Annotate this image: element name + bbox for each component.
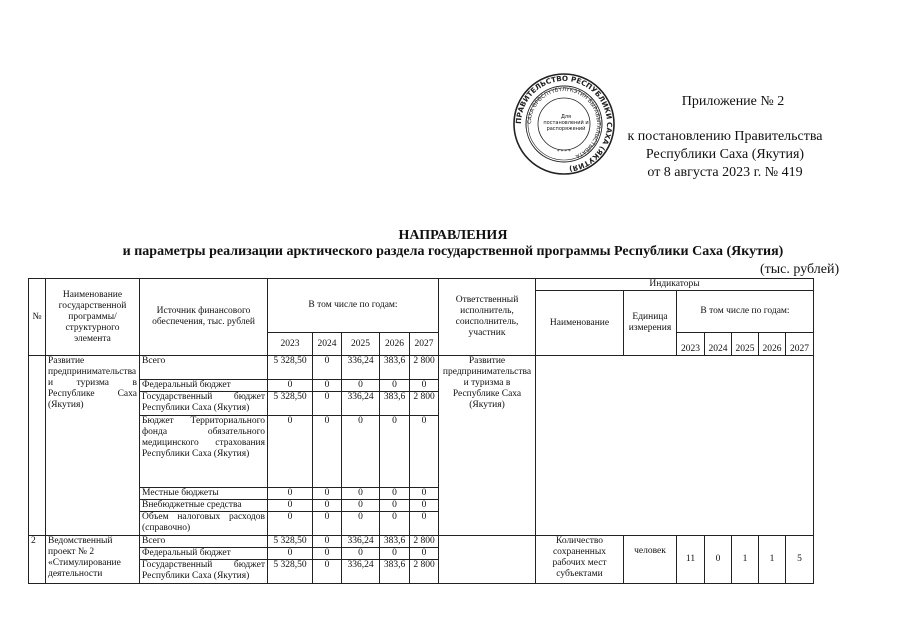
value-cell: 2 800 [410,356,439,380]
value-cell: 383,6 [380,392,410,416]
source-cell: Федеральный бюджет [140,380,268,392]
value-cell: 0 [410,488,439,500]
col-year: 2023 [268,333,313,356]
value-cell: 336,24 [342,560,380,584]
svg-text:постановлений и: постановлений и [543,120,589,126]
value-cell: 0 [313,488,342,500]
value-cell: 0 [410,416,439,488]
col-indicator-year: 2023 [677,333,705,356]
value-cell: 336,24 [342,536,380,548]
col-indicator-name: Наименование [536,291,624,356]
col-indicator-unit: Единица измерения [624,291,677,356]
indicator-unit-cell: человек [624,536,677,584]
indicator-value-cell: 0 [705,536,732,584]
value-cell: 0 [380,500,410,512]
appendix-number: Приложение № 2 [681,94,785,109]
value-cell: 0 [342,512,380,536]
program-name-cell: Развитие предпринимательства и туризма в Республике Саха (Якутия) [46,356,140,536]
value-cell: 0 [268,500,313,512]
value-cell: 0 [380,380,410,392]
value-cell: 2 800 [410,392,439,416]
value-cell: 0 [313,416,342,488]
value-cell: 0 [342,416,380,488]
svg-text:ПРАВИТЕЛЬСТВО РЕСПУБЛИКИ САХА: ПРАВИТЕЛЬСТВО РЕСПУБЛИКИ САХА (ЯКУТИЯ) [513,73,615,174]
source-cell: Бюджет Территориального фонда обязательного медицинского страхования Республики Саха (Якутия) [140,416,268,488]
indicator-value-cell: 1 [732,536,759,584]
value-cell: 0 [268,380,313,392]
value-cell: 5 328,50 [268,356,313,380]
col-indicator-years-group: В том числе по годам: [677,291,814,333]
value-cell: 0 [268,512,313,536]
col-year: 2024 [313,333,342,356]
value-cell: 383,6 [380,560,410,584]
col-indicator-year: 2024 [705,333,732,356]
value-cell: 336,24 [342,392,380,416]
document-subtitle: и параметры реализации арктического раздела государственной программы Республики Саха (Якутия) [122,244,784,259]
col-year: 2025 [342,333,380,356]
program-name-cell: Ведомственный проект № 2 «Стимулирование деятельности [46,536,140,584]
col-source: Источник финансового обеспечения, тыс. рублей [140,279,268,356]
source-cell: Федеральный бюджет [140,548,268,560]
source-cell: Государственный бюджет Республики Саха (Якутия) [140,392,268,416]
value-cell: 5 328,50 [268,536,313,548]
executor-cell [439,536,536,584]
value-cell: 2 800 [410,560,439,584]
value-cell: 336,24 [342,356,380,380]
value-cell: 0 [313,356,342,380]
document-title: НАПРАВЛЕНИЯ [398,228,508,243]
source-cell: Объем налоговых расходов (справочно) [140,512,268,536]
table-row [29,356,814,380]
svg-text:Для: Для [560,114,572,120]
value-cell: 0 [380,548,410,560]
col-indicator-year: 2026 [759,333,786,356]
row-number: 2 [29,536,46,584]
value-cell: 0 [380,512,410,536]
table-row [29,536,814,548]
col-indicators: Индикаторы [536,279,814,291]
value-cell: 0 [313,536,342,548]
indicator-value-cell: 5 [786,536,814,584]
value-cell: 383,6 [380,356,410,380]
svg-text:САХА ӨРӨСПҮҮБҮЛҮКЭТИН БЫРАБЫТА: САХА ӨРӨСПҮҮБҮЛҮКЭТИН БЫРАБЫТАЛЫСТЫБАТА [526,86,602,159]
appendix-decree: к постановлению Правительства [627,129,823,144]
program-table [28,278,814,584]
executor-cell: Развитие предпринимательства и туризма в Республике Саха (Якутия) [439,356,536,536]
value-cell: 5 328,50 [268,560,313,584]
value-cell: 2 800 [410,536,439,548]
indicator-value-cell: 1 [759,536,786,584]
value-cell: 5 328,50 [268,392,313,416]
value-cell: 0 [380,488,410,500]
value-cell: 0 [342,500,380,512]
value-cell: 0 [313,380,342,392]
svg-text:* * * *: * * * * [557,150,571,155]
value-cell: 0 [268,416,313,488]
indicator-empty-cell [536,356,814,536]
value-cell: 0 [342,548,380,560]
col-years-group: В том числе по годам: [268,279,439,333]
col-program-name: Наименование государственной программы/ структурного элемента [46,279,140,356]
indicator-name-cell: Количество сохраненных рабочих мест субъектами [536,536,624,584]
value-cell: 0 [313,512,342,536]
unit-label: (тыс. рублей) [760,262,840,277]
indicator-value-cell: 11 [677,536,705,584]
value-cell: 0 [410,548,439,560]
row-number [29,356,46,536]
col-year: 2027 [410,333,439,356]
value-cell: 0 [410,512,439,536]
appendix-date: от 8 августа 2023 г. № 419 [647,165,803,180]
value-cell: 0 [313,500,342,512]
appendix-region: Республики Саха (Якутия) [645,147,805,162]
value-cell: 383,6 [380,536,410,548]
value-cell: 0 [268,488,313,500]
value-cell: 0 [342,488,380,500]
value-cell: 0 [342,380,380,392]
col-executor: Ответственный исполнитель, соисполнитель, участник [439,279,536,356]
value-cell: 0 [380,416,410,488]
value-cell: 0 [313,548,342,560]
source-cell: Государственный бюджет Республики Саха (Якутия) [140,560,268,584]
value-cell: 0 [410,500,439,512]
value-cell: 0 [313,392,342,416]
value-cell: 0 [268,548,313,560]
svg-text:распоряжений: распоряжений [546,126,586,132]
source-cell: Местные бюджеты [140,488,268,500]
appendix-note [595,93,855,182]
source-cell: Всего [140,356,268,380]
source-cell: Всего [140,536,268,548]
value-cell: 0 [410,380,439,392]
col-number: № [29,279,46,356]
col-year: 2026 [380,333,410,356]
col-indicator-year: 2025 [732,333,759,356]
value-cell: 0 [313,560,342,584]
col-indicator-year: 2027 [786,333,814,356]
source-cell: Внебюджетные средства [140,500,268,512]
